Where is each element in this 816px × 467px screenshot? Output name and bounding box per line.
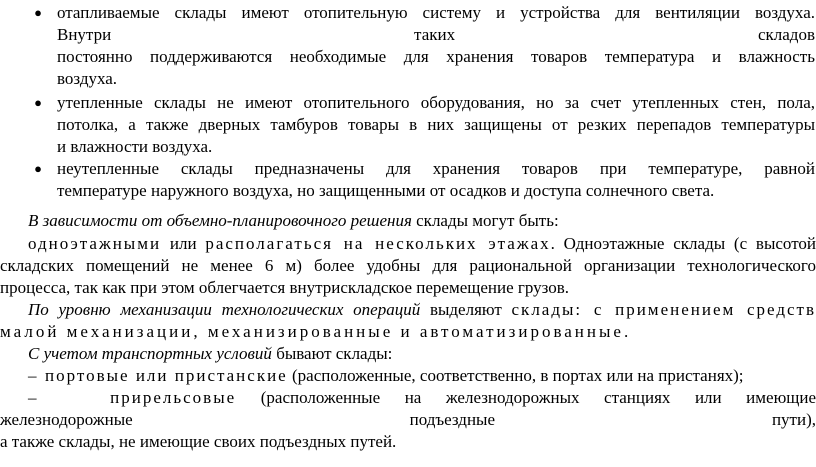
text-line: потолка, а также дверных тамбуров товары в них защищены от резких перепадов температуры [57,115,815,134]
text-line: а также склады, не имеющие своих подъездных путей. [0,432,397,451]
bullet-icon: ● [34,5,42,20]
text-line: Внутри таких складов [57,25,815,44]
spaced-term: портовые или пристанские [45,366,288,385]
text-span: выделяют [420,300,512,319]
text-line: процесса, так как при этом облегчается внутрискладское перемещение грузов. [0,278,570,297]
text-span: (расположенные, соответственно, в портах или на пристанях); [287,366,744,385]
bullet-icon: ● [34,161,42,176]
text-line: утепленные склады не имеют отопительного оборудования, но за счет утепленных стен, пола, [57,93,815,112]
paragraph-layout [28,210,816,232]
text-line: неутепленные склады предназначены для хранения товаров при температуре, равной [57,159,815,178]
text-line [0,233,816,255]
dash-item-port [28,365,816,387]
text-line [0,387,816,409]
text-span: бывают склады: [271,344,393,363]
spaced-term: располагаться на нескольких этажах [205,234,551,253]
text-span: . Одноэтажные склады (с высотой [550,234,816,253]
spaced-term: одноэтажными [28,234,162,253]
text-line [28,210,816,232]
text-line: постоянно поддерживаются необходимые для хранения товаров температура и влажность [57,47,815,66]
text-span: склады могут быть: [411,211,559,230]
paragraph-transport [28,343,816,365]
text-line: отапливаемые склады имеют отопительную систему и устройства для вентиляции воздуха. [57,3,815,22]
text-line: и влажности воздуха. [57,137,213,156]
dash-marker: – [28,366,37,385]
italic-heading: По уровню механизации технологических операций [28,300,421,319]
text-span: (расположенные на железнодорожных станциях или имеющие [236,388,816,407]
italic-heading: С учетом транспортных условий [28,344,272,363]
paragraph-floors [0,233,816,299]
text-line [28,343,816,365]
spaced-term: прирельсовые [110,388,237,407]
text-span: . [623,322,629,341]
spaced-term: склады: с применением средств [511,300,816,319]
text-line: складских помещений не менее 6 м) более удобны для рациональной организации технологического [0,256,816,275]
dash-marker: – [28,388,37,407]
italic-heading: В зависимости от объемно-планировочного решения [28,211,412,230]
text-line: железнодорожные подъездные пути), [0,410,816,429]
text-line [0,299,816,321]
text-line: температуре наружного воздуха, но защищенными от осадков и доступа солнечного света. [57,181,715,200]
spaced-term: малой механизации, механизированные и автоматизированные [0,322,624,341]
bullet-icon: ● [34,95,42,110]
text-line [28,365,816,387]
text-line: воздуха. [57,69,118,88]
paragraph-mechanization [0,299,816,343]
text-line [0,321,816,343]
text-span: или [161,234,206,253]
dash-item-rail [0,387,816,453]
